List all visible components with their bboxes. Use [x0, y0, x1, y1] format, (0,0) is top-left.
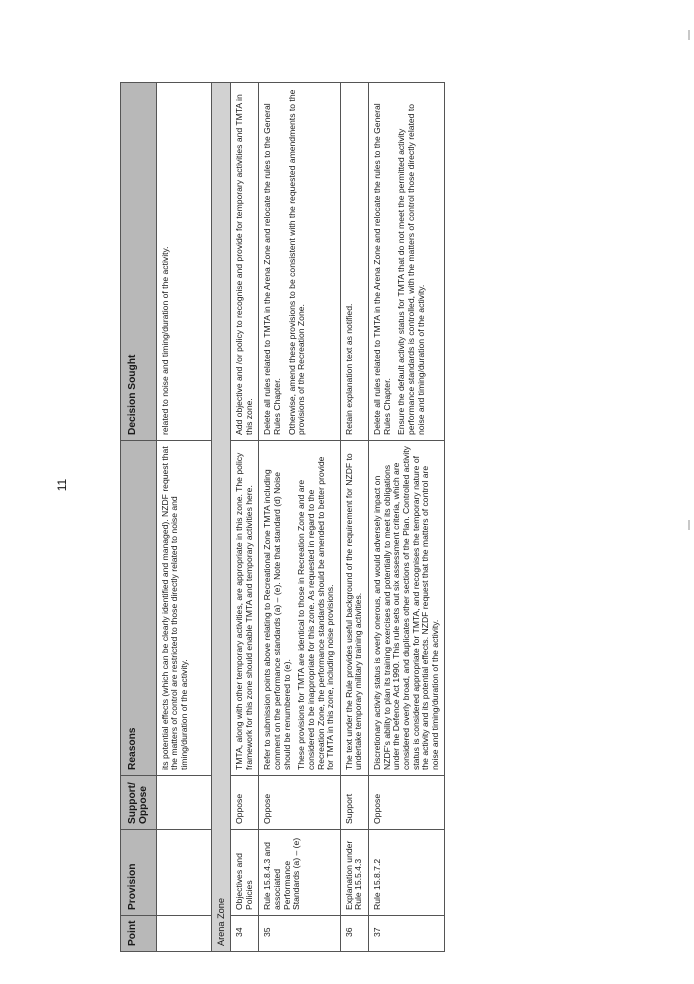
reasons-paragraph: The text under the Rule provides useful background of the requirement for NZDF to undertake temporary military training activities. — [343, 453, 364, 770]
reasons-paragraph: These provisions for TMTA are identical to those in Recreation Zone and are considered to be inappropriate for this zone. As requested in regard to the Recreation Zone, the performance standards should be amended to better provide for TMTA in this zone, including noise provisions. — [296, 456, 336, 770]
cell-decision — [340, 83, 368, 441]
header-provision: Provision — [121, 830, 157, 916]
header-point: Point — [121, 916, 157, 952]
cell-provision-empty — [156, 830, 211, 916]
scan-edge-mark — [688, 520, 690, 530]
header-decision-sought: Decision Sought — [121, 83, 157, 441]
decision-paragraph: Delete all rules related to TMTA in the Arena Zone and relocate the rules to the General Rules Chapter. — [372, 103, 392, 435]
continuation-row — [156, 83, 211, 952]
header-support-oppose: Support/ Oppose — [121, 776, 157, 830]
table-row — [231, 83, 259, 952]
cell-point-empty — [156, 916, 211, 952]
page-number: 11 — [55, 478, 69, 492]
decision-paragraph: Otherwise, amend these provisions to be consistent with the requested amendments to the provisions of the Recreation Zone. — [286, 89, 307, 435]
cell-reasons — [340, 441, 368, 776]
cell-point: 34 — [231, 916, 259, 952]
cell-point: 36 — [340, 916, 368, 952]
table-header-row — [121, 83, 157, 952]
cell-support-oppose: Oppose — [259, 776, 340, 830]
decision-paragraph: Add objective and /or policy to recognise and provide for temporary activities and TMTA in this zone. — [234, 94, 254, 435]
cell-point: 37 — [369, 916, 445, 952]
table-row — [259, 83, 340, 952]
submission-table-container — [120, 82, 649, 952]
reasons-paragraph: Discretionary activity status is overly onerous, and would adversely impact on NZDF’s ability to plan its training exercises and potentially to meet its obligations under the Defence Act 1990. This rule sets out six assessment criteria, which are considered overly broad, and duplicates other sections of the Plan. Controlled activity status is considered appropriate for TMTA, and recognises the temporary nature of the activity and its potential effects. NZDF request that the matters of control are noise and timing/duration of the activity. — [372, 446, 440, 770]
section-label: Arena Zone — [211, 83, 230, 952]
decision-paragraph: Ensure the default activity status for TMTA that do not meet the permitted activity performance standards is controlled, with the matters of control those directly related to noise and timing/duration of the activity. — [396, 103, 426, 435]
table-row — [340, 83, 368, 952]
cell-provision: Rule 15.8.4.3 and associated Performance Standards (a) – (e) — [259, 830, 340, 916]
cell-support-oppose: Oppose — [369, 776, 445, 830]
reasons-paragraph: TMTA, along with other temporary activities, are appropriate in this zone. The policy framework for this zone should enable TMTA and temporary activities here. — [234, 452, 254, 770]
reasons-paragraph: Refer to submission points above relating to Recreational Zone TMTA including comment on the performance standards (a) – (e). Note that standard (d) Noise should be renumbered to (e). — [262, 469, 292, 770]
section-row-arena-zone — [211, 83, 230, 952]
cell-point: 35 — [259, 916, 340, 952]
decision-paragraph: Retain explanation text as notified. — [343, 303, 354, 435]
cell-support-empty — [156, 776, 211, 830]
cell-reasons — [231, 441, 259, 776]
cell-provision: Rule 15.8.7.2 — [369, 830, 445, 916]
cell-reasons-continued: its potential effects (which can be clearly identified and managed). NZDF request that the matters of control are restricted to those directly related to noise and timing/duration of the activity. — [156, 441, 211, 776]
cell-decision — [231, 83, 259, 441]
table-row — [369, 83, 445, 952]
cell-support-oppose: Support — [340, 776, 368, 830]
cell-decision — [369, 83, 445, 441]
cell-provision: Explanation under Rule 15.5.4.3 — [340, 830, 368, 916]
cell-support-oppose: Oppose — [231, 776, 259, 830]
cell-provision: Objectives and Policies — [231, 830, 259, 916]
cell-decision — [259, 83, 340, 441]
cell-reasons — [369, 441, 445, 776]
cell-decision-continued: related to noise and timing/duration of the activity. — [156, 83, 211, 441]
submission-table — [120, 82, 445, 952]
scan-edge-mark — [688, 30, 690, 40]
rotated-page-wrapper — [120, 82, 649, 952]
cell-reasons — [259, 441, 340, 776]
header-reasons: Reasons — [121, 441, 157, 776]
decision-paragraph: Delete all rules related to TMTA in the Arena Zone and relocate the rules to the General Rules Chapter. — [262, 103, 283, 435]
